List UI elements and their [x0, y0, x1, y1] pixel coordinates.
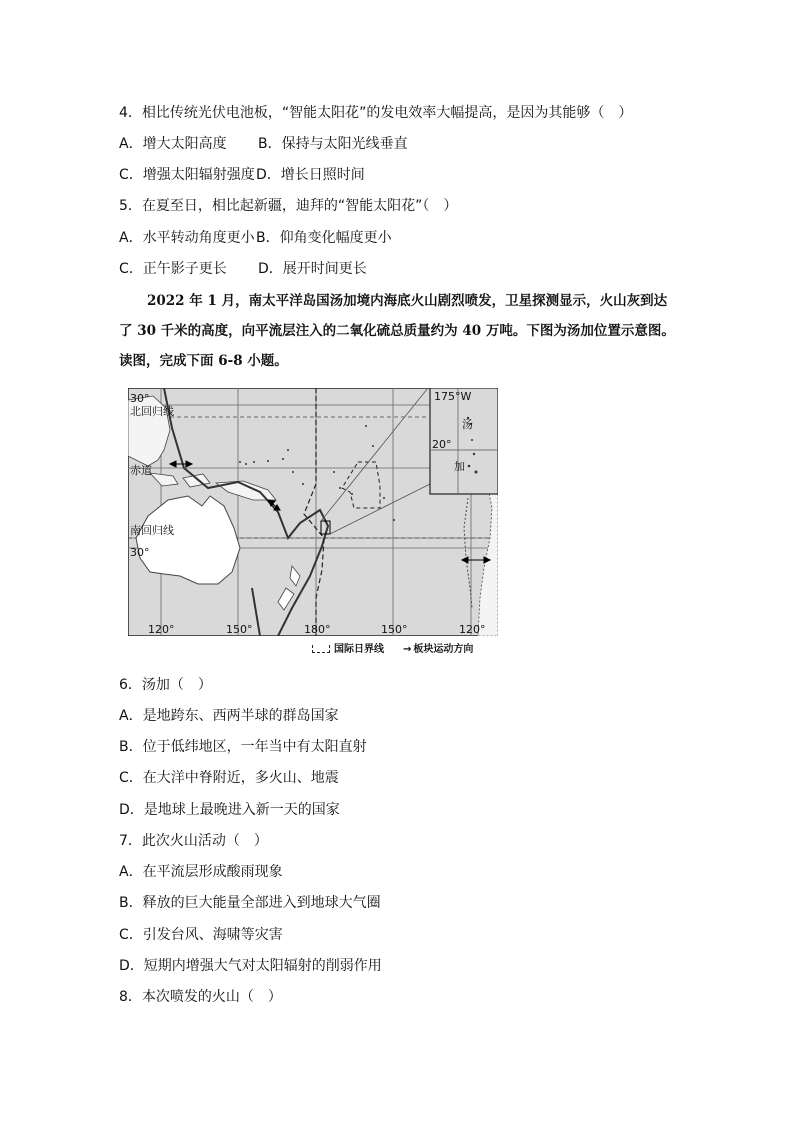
arrow-right-icon: →: [403, 644, 412, 655]
q6-option-a: A．是地跨东、西两半球的群岛国家: [119, 708, 339, 724]
q5-options-row1: [119, 229, 392, 247]
label-tropic-cancer: 北回归线: [130, 405, 174, 418]
q4-option-d: D．增长日照时间: [256, 167, 365, 183]
label-lon-3: 180°: [304, 623, 331, 636]
q4-option-c: C．增强太阳辐射强度: [119, 167, 255, 183]
inset-lat-label: 20°: [432, 438, 452, 451]
tonga-location-map: [128, 388, 498, 636]
q5-options-row2: [119, 260, 367, 278]
q7-option-a: A．在平流层形成酸雨现象: [119, 864, 283, 880]
passage-line-3: 读图，完成下面 6-8 小题。: [119, 353, 288, 369]
q4-options-row2: [119, 166, 365, 184]
inset-name-1: 汤: [462, 418, 473, 431]
label-lat-30-top: 30°: [130, 392, 150, 405]
q7-option-c: C．引发台风、海啸等灾害: [119, 927, 283, 943]
inset-lon-label: 175°W: [434, 390, 472, 403]
q7-stem: 7．此次火山活动（ ）: [119, 833, 268, 849]
q5-option-a: A．水平转动角度更小: [119, 230, 255, 246]
inset-name-2: 加: [454, 460, 465, 473]
legend-dateline: 国际日界线: [312, 640, 384, 655]
label-tropic-capricorn: 南回归线: [130, 524, 174, 537]
label-lon-4: 150°: [381, 623, 408, 636]
q8-stem: 8．本次喷发的火山（ ）: [119, 989, 282, 1005]
label-lon-5: 120°: [459, 623, 486, 636]
q7-option-b: B．释放的巨大能量全部进入到地球大气圈: [119, 895, 381, 911]
label-equator: 赤道: [130, 464, 152, 477]
q4-stem: 4．相比传统光伏电池板，“智能太阳花”的发电效率大幅提高，是因为其能够（ ）: [119, 105, 633, 121]
q6-stem: 6．汤加（ ）: [119, 677, 212, 693]
q6-option-d: D．是地球上最晚进入新一天的国家: [119, 802, 340, 818]
label-lat-30-bottom: 30°: [130, 546, 150, 559]
q5-option-c: C．正午影子更长: [119, 261, 227, 277]
q4-options-row1: [119, 135, 408, 153]
q6-option-c: C．在大洋中脊附近，多火山、地震: [119, 770, 339, 786]
passage: [119, 286, 699, 376]
q4-option-b: B．保持与太阳光线垂直: [258, 136, 408, 152]
q4-option-a: A．增大太阳高度: [119, 136, 227, 152]
dateline-legend-icon: [312, 645, 330, 653]
q5-option-d: D．展开时间更长: [258, 261, 367, 277]
q7-option-d: D．短期内增强大气对太阳辐射的削弱作用: [119, 958, 382, 974]
passage-line-2: 了 30 千米的高度，向平流层注入的二氧化硫总质量约为 40 万吨。下图为汤加位置示意图。: [119, 323, 675, 339]
legend-plate-motion: → 板块运动方向: [403, 644, 474, 655]
label-lon-2: 150°: [226, 623, 253, 636]
q5-option-b: B．仰角变化幅度更小: [256, 230, 392, 246]
q5-stem: 5．在夏至日，相比起新疆，迪拜的“智能太阳花”（ ）: [119, 198, 458, 214]
passage-line-1: 2022 年 1 月，南太平洋岛国汤加境内海底火山剧烈喷发，卫星探测显示，火山灰到达: [147, 293, 668, 309]
label-lon-1: 120°: [148, 623, 175, 636]
q6-option-b: B．位于低纬地区，一年当中有太阳直射: [119, 739, 367, 755]
